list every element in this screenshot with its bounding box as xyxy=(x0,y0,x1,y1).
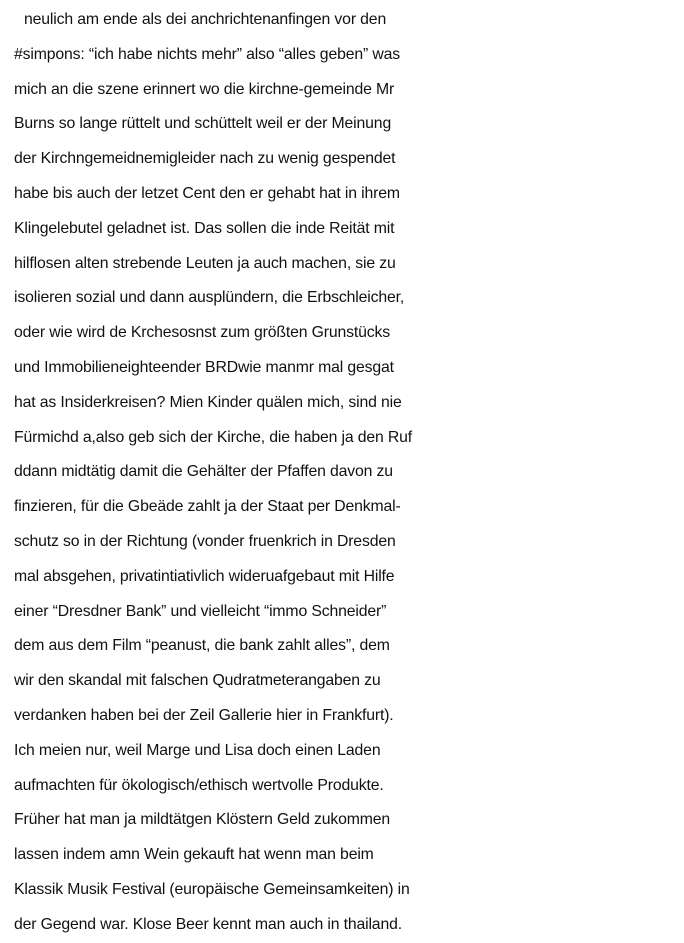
text-line: schutz so in der Richtung (vonder fruenkrich in Dresden xyxy=(14,532,396,550)
text-line: lassen indem amn Wein gekauft hat wenn man beim xyxy=(14,846,374,864)
text-line: einer “Dresdner Bank” und vielleicht “immo Schneider” xyxy=(14,602,387,620)
text-line: mal absgehen, privatintiativlich wideruafgebaut mit Hilfe xyxy=(14,567,395,585)
text-line: aufmachten für ökologisch/ethisch wertvolle Produkte. xyxy=(14,776,384,794)
text-line: finzieren, für die Gbeäde zahlt ja der Staat per Denkmal- xyxy=(14,498,401,516)
text-line: Früher hat man ja mildtätgen Klöstern Geld zukommen xyxy=(14,811,391,829)
text-line: hat as Insiderkreisen? Mien Kinder quälen mich, sind nie xyxy=(14,393,402,411)
text-line: Klingelebutel geladnet ist. Das sollen die inde Reität mit xyxy=(14,219,395,237)
text-line: mich an die szene erinnert wo die kirchne-gemeinde Mr xyxy=(14,80,395,98)
text-line: Klassik Musik Festival (europäische Gemeinsamkeiten) in xyxy=(14,880,410,898)
text-line: oder wie wird de Krchesosnst zum größten Grunstücks xyxy=(14,324,391,342)
text-line: und Immobilieneighteender BRDwie manmr mal gesgat xyxy=(14,358,394,376)
text-line: Ich meien nur, weil Marge und Lisa doch einen Laden xyxy=(14,741,381,759)
text-line: dem aus dem Film “peanust, die bank zahlt alles”, dem xyxy=(14,637,390,655)
text-line: #simpons: “ich habe nichts mehr” also “alles geben” was xyxy=(14,45,400,63)
text-line: Burns so lange rüttelt und schüttelt weil er der Meinung xyxy=(14,115,392,133)
body-text xyxy=(14,3,682,943)
text-line: wir den skandal mit falschen Qudratmeterangaben zu xyxy=(14,672,381,690)
text-line: der Gegend war. Klose Beer kennt man auch in thailand. xyxy=(14,915,402,933)
text-line: der Kirchngemeidnemigleider nach zu wenig gespendet xyxy=(14,150,396,168)
text-line: verdanken haben bei der Zeil Gallerie hier in Frankfurt). xyxy=(14,706,394,724)
text-line: habe bis auch der letzet Cent den er gehabt hat in ihrem xyxy=(14,184,400,202)
text-line: neulich am ende als dei anchrichtenanfingen vor den xyxy=(24,11,387,28)
text-line: hilflosen alten strebende Leuten ja auch machen, sie zu xyxy=(14,254,396,272)
text-line: isolieren sozial und dann ausplündern, die Erbschleicher, xyxy=(14,289,405,307)
text-line: Fürmichd a,also geb sich der Kirche, die haben ja den Ruf xyxy=(14,428,413,446)
text-line: ddann midtätig damit die Gehälter der Pfaffen davon zu xyxy=(14,463,393,481)
